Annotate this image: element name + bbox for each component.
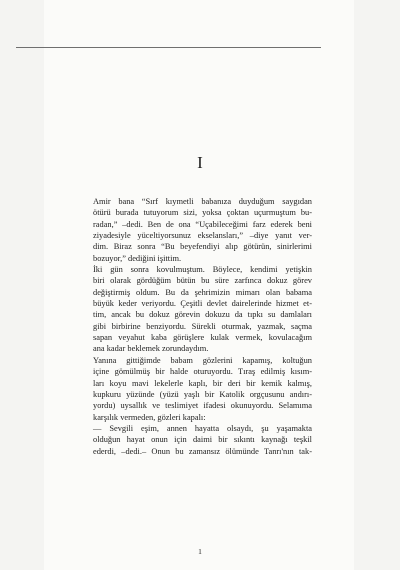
- text-line: dim. Biraz sonra “Bu beyefendiyi alıp götürün, sinirlerimi: [93, 242, 312, 252]
- text-line: karşılık vermeden, gözleri kapalı:: [93, 412, 206, 422]
- running-head: [84, 12, 354, 19]
- text-line: tim, ancak bu dokuz görevin dokuzu da tıpkı su damlaları: [93, 310, 312, 320]
- text-line: Amir bana “Sırf kıymetli babanıza duyduğum saygıdan: [93, 197, 312, 206]
- text-line: ana kadar beklemek zorundaydım.: [93, 344, 209, 354]
- text-line: olduğun hayat onun için daimi bir sıkıntı kaynağı teşkil: [93, 435, 312, 445]
- text-line: ötürü burada tutuyorum sizi, yoksa çoktan uçurmuştum bu-: [93, 208, 312, 218]
- text-line: içine gömülmüş bir halde oturuyordu. Tıraş edilmiş kısım-: [93, 367, 312, 377]
- paragraph-4: [93, 423, 312, 457]
- text-line: Yanına gittiğimde babam gözlerini kapamış, koltuğun: [93, 355, 312, 365]
- header-rule: [16, 47, 321, 48]
- paragraph-2: [93, 264, 312, 355]
- page-number: 1: [198, 547, 202, 556]
- text-line: yordu) uysallık ve teslimiyet ifadesi okunuyordu. Selamıma: [93, 401, 312, 411]
- paragraph-3: [93, 355, 312, 423]
- text-line: ları koyu mavi lekelerle kaplı, bir deri bir kemik kalmış,: [93, 378, 312, 388]
- text-line: ederdi, –dedi.– Onun bu zamansız ölümünde Tanrı'nın tak-: [93, 446, 312, 456]
- text-line: — Sevgili eşim, annen hayatta olsaydı, şu yaşamakta: [93, 423, 312, 433]
- text-line: büyük keder veriyordu. Çeşitli devlet dairelerinde hizmet et-: [93, 299, 312, 309]
- text-line: bozuyor,” dediğini işittim.: [93, 253, 182, 263]
- body-text: [93, 196, 312, 457]
- text-line: değiştirmiş oldum. Bu da şehrimizin mimarı olan babama: [93, 287, 312, 297]
- text-line: İki gün sonra kovulmuştum. Böylece, kendimi yetişkin: [93, 265, 312, 275]
- text-line: sapan veyahut kaba görüşlere kulak vermek, kovulacağım: [93, 333, 312, 343]
- chapter-number: I: [197, 153, 203, 172]
- text-line: kupkuru yüzünde (yüzü yaşlı bir Katolik orgçusunu andırı-: [93, 389, 312, 399]
- paragraph-1: [93, 196, 312, 264]
- text-line: gibi birbirine benziyordu. Sürekli oturmak, yazmak, saçma: [93, 321, 312, 331]
- text-line: radan,” –dedi. Ben de ona “Uçabileceğimi farz ederek beni: [93, 219, 312, 229]
- text-line: biri olarak gördüğüm bütün bu süre zarfınca dokuz görev: [93, 276, 312, 286]
- text-line: ziyadesiyle yüceltiyorsunuz ekselansları,” –diye yanıt ver-: [93, 231, 312, 241]
